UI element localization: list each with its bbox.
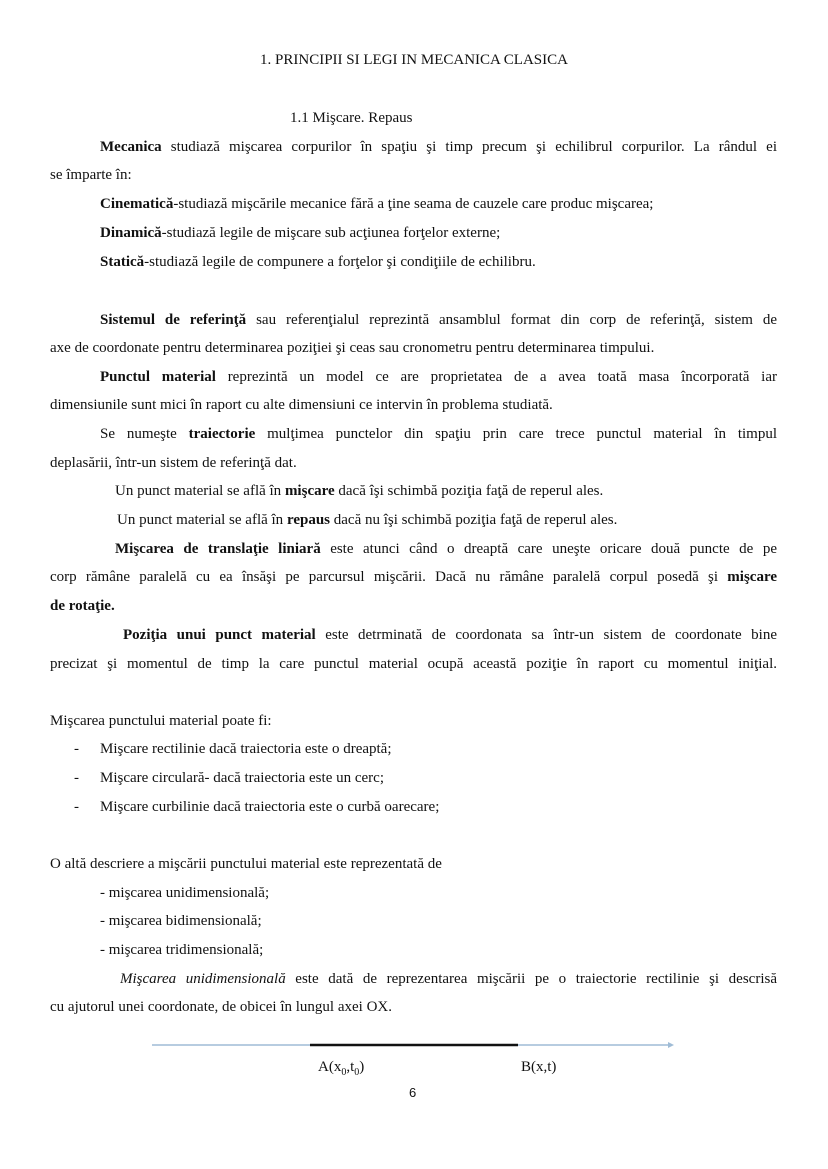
point-b-label: B(x,t) bbox=[521, 1059, 557, 1075]
text-run: reprezintă un model ce are proprietatea de a avea toată masa încorporată iar bbox=[215, 369, 777, 385]
text-run: O altă descriere a mişcării punctului material este reprezentată de bbox=[50, 856, 442, 872]
text-run: Mişcare circulară- dacă traiectoria este un cerc; bbox=[100, 770, 384, 786]
text-run: este detrminată de coordonata sa într-un sistem de coordonate bine bbox=[315, 627, 777, 643]
text-run: -studiază mişcările mecanice fără a ţine seama de cauzele care produc mişcarea; bbox=[173, 196, 654, 212]
bold-term: Sistemul de referinţă bbox=[100, 312, 247, 328]
text-run: -studiază legile de compunere a forţelor şi condiţiile de echilibru. bbox=[144, 254, 536, 270]
text-run: se împarte în: bbox=[50, 167, 132, 183]
axis-arrow-icon bbox=[668, 1042, 674, 1048]
text-run: -studiază legile de mişcare sub acţiunea forţelor externe; bbox=[161, 225, 501, 241]
text-run: - mişcarea bidimensională; bbox=[100, 913, 262, 929]
bold-term: mişcare bbox=[727, 569, 777, 585]
text-run: mulţimea punctelor din spaţiu prin care trece punctul material în timpul bbox=[255, 426, 777, 442]
bold-term: Dinamică bbox=[100, 225, 162, 241]
text-run: - mişcarea tridimensională; bbox=[100, 942, 264, 958]
text-run: Un punct material se află în bbox=[117, 512, 287, 528]
list-marker: - bbox=[74, 799, 79, 815]
text-run: dacă îşi schimbă poziţia faţă de reperul ales. bbox=[334, 483, 604, 499]
list-marker: - bbox=[74, 741, 79, 757]
list-marker: - bbox=[74, 770, 79, 786]
bold-term: Mecanica bbox=[100, 139, 162, 155]
bold-term: Punctul material bbox=[100, 369, 216, 385]
text-run: cu ajutorul unei coordonate, de obicei în lungul axei OX. bbox=[50, 999, 392, 1015]
text-run: Un punct material se află în bbox=[115, 483, 285, 499]
bold-term: Poziţia unui punct material bbox=[123, 627, 316, 643]
section-title: 1.1 Mişcare. Repaus bbox=[290, 110, 413, 126]
chapter-title: 1. PRINCIPII SI LEGI IN MECANICA CLASICA bbox=[260, 52, 568, 68]
text-run: sau referenţialul reprezintă ansamblul format din corp de referinţă, sistem de bbox=[246, 312, 777, 328]
text-run: Mişcarea punctului material poate fi: bbox=[50, 713, 272, 729]
text-run: - mişcarea unidimensională; bbox=[100, 885, 270, 901]
bold-term: Cinematică bbox=[100, 196, 174, 212]
point-a-label: $A(x_0,t_0)$ bbox=[318, 1059, 365, 1078]
text-run: corp rămâne paralelă cu ea însăşi pe parcursul mişcării. Dacă nu rămâne paralelă corpul posedă şi bbox=[50, 569, 728, 585]
text-run: dacă nu îşi schimbă poziţia faţă de reperul ales. bbox=[330, 512, 618, 528]
bold-term: Mişcarea de translaţie liniară bbox=[115, 541, 321, 557]
text-run: Se numeşte bbox=[100, 426, 189, 442]
page-number: 6 bbox=[409, 1085, 417, 1100]
bold-term: repaus bbox=[286, 512, 331, 528]
text-run: este dată de reprezentarea mişcării pe o traiectorie rectilinie şi descrisă bbox=[285, 971, 777, 987]
text-run: Mişcare curbilinie dacă traiectoria este o curbă oarecare; bbox=[100, 799, 440, 815]
italic-term: Mişcarea unidimensională bbox=[120, 971, 286, 987]
bold-term: de rotaţie. bbox=[50, 598, 115, 614]
bold-term: mişcare bbox=[284, 483, 335, 499]
bold-term: traiectorie bbox=[188, 426, 256, 442]
text-run: precizat şi momentul de timp la care punctul material ocupă această poziţie în raport cu momentul iniţial. bbox=[50, 656, 777, 672]
text-run: deplasării, într-un sistem de referinţă dat. bbox=[50, 455, 297, 471]
text-run: Mişcare rectilinie dacă traiectoria este o dreaptă; bbox=[100, 741, 392, 757]
text-run: este atunci când o dreaptă care uneşte oricare două puncte de pe bbox=[320, 541, 777, 557]
bold-term: Statică bbox=[100, 254, 145, 270]
text-run: studiază mişcarea corpurilor în spaţiu şi timp precum şi echilibrul corpurilor. La rândul ei bbox=[161, 139, 777, 155]
text-run: dimensiunile sunt mici în raport cu alte dimensiuni ce intervin în problema studiată. bbox=[50, 397, 553, 413]
text-run: axe de coordonate pentru determinarea poziţiei şi ceas sau cronometru pentru determinarea timpului. bbox=[50, 340, 655, 356]
